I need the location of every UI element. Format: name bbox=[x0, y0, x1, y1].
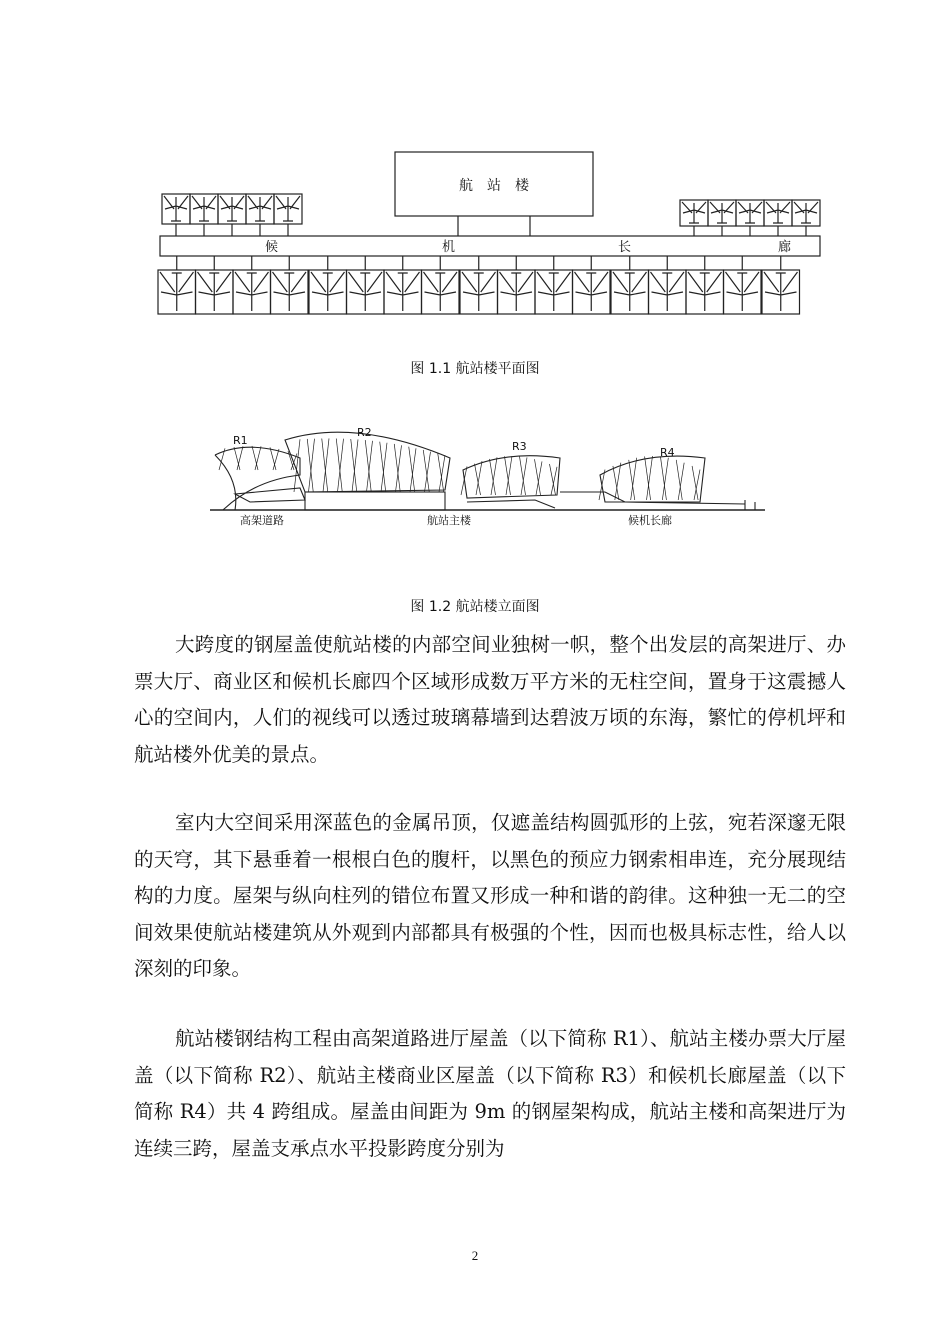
gate-upper-right bbox=[792, 200, 820, 226]
gate-lower bbox=[724, 270, 762, 314]
gate-upper-right bbox=[708, 200, 736, 226]
gate-lower bbox=[498, 270, 536, 314]
gate-upper-right bbox=[680, 200, 708, 226]
gate-lower bbox=[384, 270, 422, 314]
gate-lower bbox=[573, 270, 611, 314]
figure-2-caption: 图 1.2 航站楼立面图 bbox=[410, 599, 540, 615]
terminal-plan-figure bbox=[150, 148, 830, 328]
gate-lower bbox=[422, 270, 460, 314]
gate-upper-left bbox=[274, 194, 302, 224]
paragraph-1: 大跨度的钢屋盖使航站楼的内部空间业独树一帜，整个出发层的高架进厅、办票大厅、商业区和候机长廊四个区域形成数万平方米的无柱空间，置身于这震撼人心的空间内，人们的视线可以透过玻璃幕墙到达碧波万顷的东海，繁忙的停机坪和航站楼外优美的景点。 bbox=[134, 633, 846, 766]
gate-lower bbox=[158, 270, 196, 314]
paragraph-2: 室内大空间采用深蓝色的金属吊顶，仅遮盖结构圆弧形的上弦，宛若深邃无限的天穹，其下悬垂着一根根白色的腹杆，以黑色的预应力钢索相串连，充分展现结构的力度。屋架与纵向柱列的错位布置又形成一种和谐的韵律。这种独一无二的空间效果使航站楼建筑从外观到内部都具有极强的个性，因而也极具标志性，给人以深刻的印象。 bbox=[134, 811, 846, 980]
terminal-elevation-figure bbox=[205, 420, 770, 535]
roof-label-r4: R4 bbox=[660, 446, 675, 459]
gate-lower bbox=[686, 270, 724, 314]
gate-lower bbox=[271, 270, 309, 314]
terminal-label: 航 站 楼 bbox=[459, 178, 529, 194]
gate-lower bbox=[347, 270, 385, 314]
gate-upper-right bbox=[764, 200, 792, 226]
gate-upper-left bbox=[162, 194, 190, 224]
corridor-char-1: 候 bbox=[265, 240, 279, 255]
page-number: 2 bbox=[471, 1248, 479, 1263]
roof-label-r1: R1 bbox=[233, 434, 248, 447]
ground-label-elevated-road: 高架道路 bbox=[240, 514, 284, 527]
corridor-char-3: 长 bbox=[618, 240, 632, 255]
gate-lower bbox=[460, 270, 498, 314]
gate-lower bbox=[611, 270, 649, 314]
gate-lower bbox=[535, 270, 573, 314]
gate-lower bbox=[649, 270, 687, 314]
gate-upper-left bbox=[246, 194, 274, 224]
paragraph-3: 航站楼钢结构工程由高架道路进厅屋盖（以下简称 R1）、航站主楼办票大厅屋盖（以下简称 R2）、航站主楼商业区屋盖（以下简称 R3）和候机长廊屋盖（以下简称 R4）共 4 跨组成。屋盖由间距为 9m 的钢屋架构成，航站主楼和高架进厅为连续三跨，屋盖支承点水平投影跨度分别为 bbox=[134, 1027, 846, 1160]
corridor-char-2: 机 bbox=[442, 240, 456, 255]
gate-lower bbox=[762, 270, 800, 314]
roof-label-r2: R2 bbox=[357, 426, 372, 439]
figure-1-caption: 图 1.1 航站楼平面图 bbox=[410, 361, 540, 377]
gate-upper-left bbox=[190, 194, 218, 224]
ground-label-gate-corridor: 候机长廊 bbox=[628, 514, 672, 527]
gate-upper-left bbox=[218, 194, 246, 224]
corridor-char-4: 廊 bbox=[778, 240, 792, 255]
roof-label-r3: R3 bbox=[512, 440, 527, 453]
ground-label-main-terminal: 航站主楼 bbox=[427, 514, 471, 527]
gate-lower bbox=[196, 270, 234, 314]
gate-lower bbox=[309, 270, 347, 314]
gate-lower bbox=[233, 270, 271, 314]
gate-upper-right bbox=[736, 200, 764, 226]
